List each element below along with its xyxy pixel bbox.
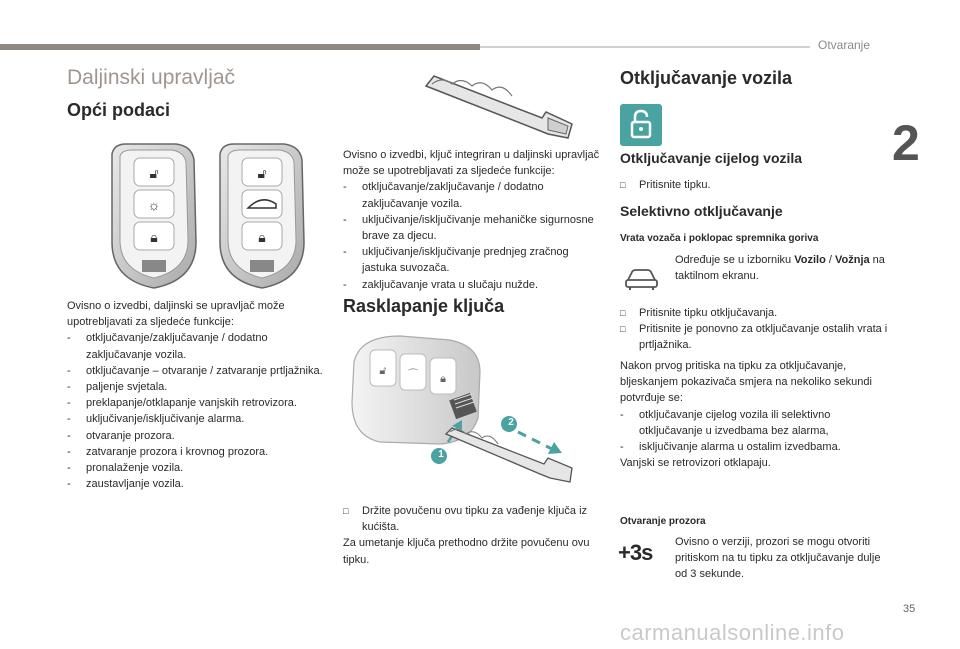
section-label: Otvaranje bbox=[818, 38, 871, 52]
key-functions-list bbox=[343, 179, 605, 292]
subtitle-general: Opći podaci bbox=[67, 100, 171, 120]
list-item: □ Pritisnite tipku. bbox=[620, 177, 890, 193]
remote-functions-block bbox=[67, 298, 329, 492]
list-item: - isključivanje alarma u ostalim izvedbama. bbox=[620, 439, 890, 455]
windows-title: Otvaranje prozora bbox=[620, 516, 706, 527]
menu-driving: Vožnja bbox=[834, 254, 870, 266]
svg-text:🔓︎: 🔓︎ bbox=[149, 165, 159, 181]
svg-text:⌒: ⌒ bbox=[407, 369, 419, 381]
list-item: - uključivanje/isključivanje prednjeg zračnog jastuka suvozača. bbox=[343, 244, 605, 276]
list-item: - otključavanje/zaključavanje / dodatno zaključavanje vozila. bbox=[67, 330, 329, 362]
list-item: - zaustavljanje vozila. bbox=[67, 476, 329, 492]
confirmation-block bbox=[620, 358, 890, 471]
callout-1: 1 bbox=[438, 449, 444, 460]
key-unfold-illustration bbox=[340, 332, 600, 492]
list-item: - otključavanje – otvaranje / zatvaranje prtljažnika. bbox=[67, 363, 329, 379]
list-item: - pronalaženje vozila. bbox=[67, 460, 329, 476]
key-intro: Ovisno o izvedbi, ključ integriran u daljinski upravljač može se upotrebljavati za sljedeće funkcije: bbox=[343, 149, 600, 178]
chapter-number: 2 bbox=[892, 115, 920, 171]
list-item: - uključivanje/isključivanje mehaničke sigurnosne brave za djecu. bbox=[343, 212, 605, 244]
list-item: - paljenje svjetala. bbox=[67, 379, 329, 395]
callout-2: 2 bbox=[508, 417, 514, 428]
selective-steps bbox=[620, 305, 890, 354]
confirmation-list bbox=[620, 407, 890, 456]
key-functions-block bbox=[343, 147, 605, 293]
remote-functions-list bbox=[67, 330, 329, 492]
subtitle-selective-unlock: Selektivno otključavanje bbox=[620, 203, 783, 219]
svg-text:🔓︎: 🔓︎ bbox=[379, 365, 387, 377]
svg-text:🔒︎: 🔒︎ bbox=[258, 229, 266, 245]
mirrors-note: Vanjski se retrovizori otklapaju. bbox=[620, 457, 771, 470]
unfold-steps bbox=[343, 503, 605, 535]
menu-vehicle: Vozilo bbox=[794, 254, 826, 266]
unlock-whole-list bbox=[620, 177, 890, 193]
subtitle-unfold-key: Rasklapanje ključa bbox=[343, 296, 505, 316]
windows-text: Ovisno o verziji, prozori se mogu otvoriti pritiskom na tu tipku za otključavanje dulje od 3 sekunde. bbox=[675, 536, 881, 581]
driver-door-text-pre: Određuje se u izborniku bbox=[675, 254, 795, 266]
svg-text:🔒︎: 🔒︎ bbox=[440, 373, 446, 385]
subtitle-unlock-vehicle: Otključavanje vozila bbox=[620, 68, 793, 88]
list-item: - zaključavanje vrata u slučaju nužde. bbox=[343, 277, 605, 293]
menu-separator: / bbox=[825, 254, 835, 266]
remote-intro: Ovisno o izvedbi, daljinski se upravljač može upotrebljavati za sljedeće funkcije: bbox=[67, 300, 285, 329]
page-number: 35 bbox=[903, 603, 916, 615]
subtitle-unlock-whole: Otključavanje cijelog vozila bbox=[620, 150, 803, 166]
list-item: □ Pritisnite tipku otključavanja. bbox=[620, 305, 890, 321]
list-item: - otvaranje prozora. bbox=[67, 428, 329, 444]
list-item: - otključavanje/zaključavanje / dodatno zaključavanje vozila. bbox=[343, 179, 605, 211]
plus-3s-icon: +3s bbox=[618, 540, 653, 565]
header-bar bbox=[0, 44, 480, 50]
unlock-whole-steps bbox=[620, 177, 890, 193]
page-title: Daljinski upravljač bbox=[67, 66, 236, 89]
list-item: - zatvaranje prozora i krovnog prozora. bbox=[67, 444, 329, 460]
key-blade-illustration bbox=[422, 72, 582, 144]
car-icon bbox=[620, 264, 662, 292]
driver-door-title: Vrata vozača i poklopac spremnika goriva bbox=[620, 233, 819, 244]
remote-keys-illustration bbox=[104, 142, 314, 292]
unlock-icon bbox=[620, 104, 662, 146]
watermark: carmanualsonline.info bbox=[620, 620, 845, 645]
header-rule bbox=[480, 46, 810, 48]
list-item: - preklapanje/otklapanje vanjskih retrovizora. bbox=[67, 395, 329, 411]
svg-text:🔒︎: 🔒︎ bbox=[150, 229, 158, 245]
list-item: - uključivanje/isključivanje alarma. bbox=[67, 411, 329, 427]
confirmation-intro: Nakon prvog pritiska na tipku za otključavanje, bljeskanjem pokazivača smjera na nekoliko sekundi potvrđuje se: bbox=[620, 360, 872, 405]
svg-text:🔓︎: 🔓︎ bbox=[257, 165, 267, 181]
list-item: □ Držite povučenu ovu tipku za vađenje ključa iz kućišta. bbox=[343, 503, 605, 535]
list-item: - otključavanje cijelog vozila ili selektivno otključavanje u izvedbama bez alarma, bbox=[620, 407, 890, 439]
unfold-instructions bbox=[343, 503, 605, 568]
driver-door-text bbox=[675, 252, 895, 284]
driver-door-text-post: na taktilnom ekranu. bbox=[675, 254, 885, 283]
svg-text:☼: ☼ bbox=[147, 197, 161, 213]
list-item: □ Pritisnite je ponovno za otključavanje ostalih vrata i prtljažnika. bbox=[620, 321, 890, 353]
selective-steps-block bbox=[620, 305, 890, 354]
unfold-note: Za umetanje ključa prethodno držite povučenu ovu tipku. bbox=[343, 537, 590, 566]
